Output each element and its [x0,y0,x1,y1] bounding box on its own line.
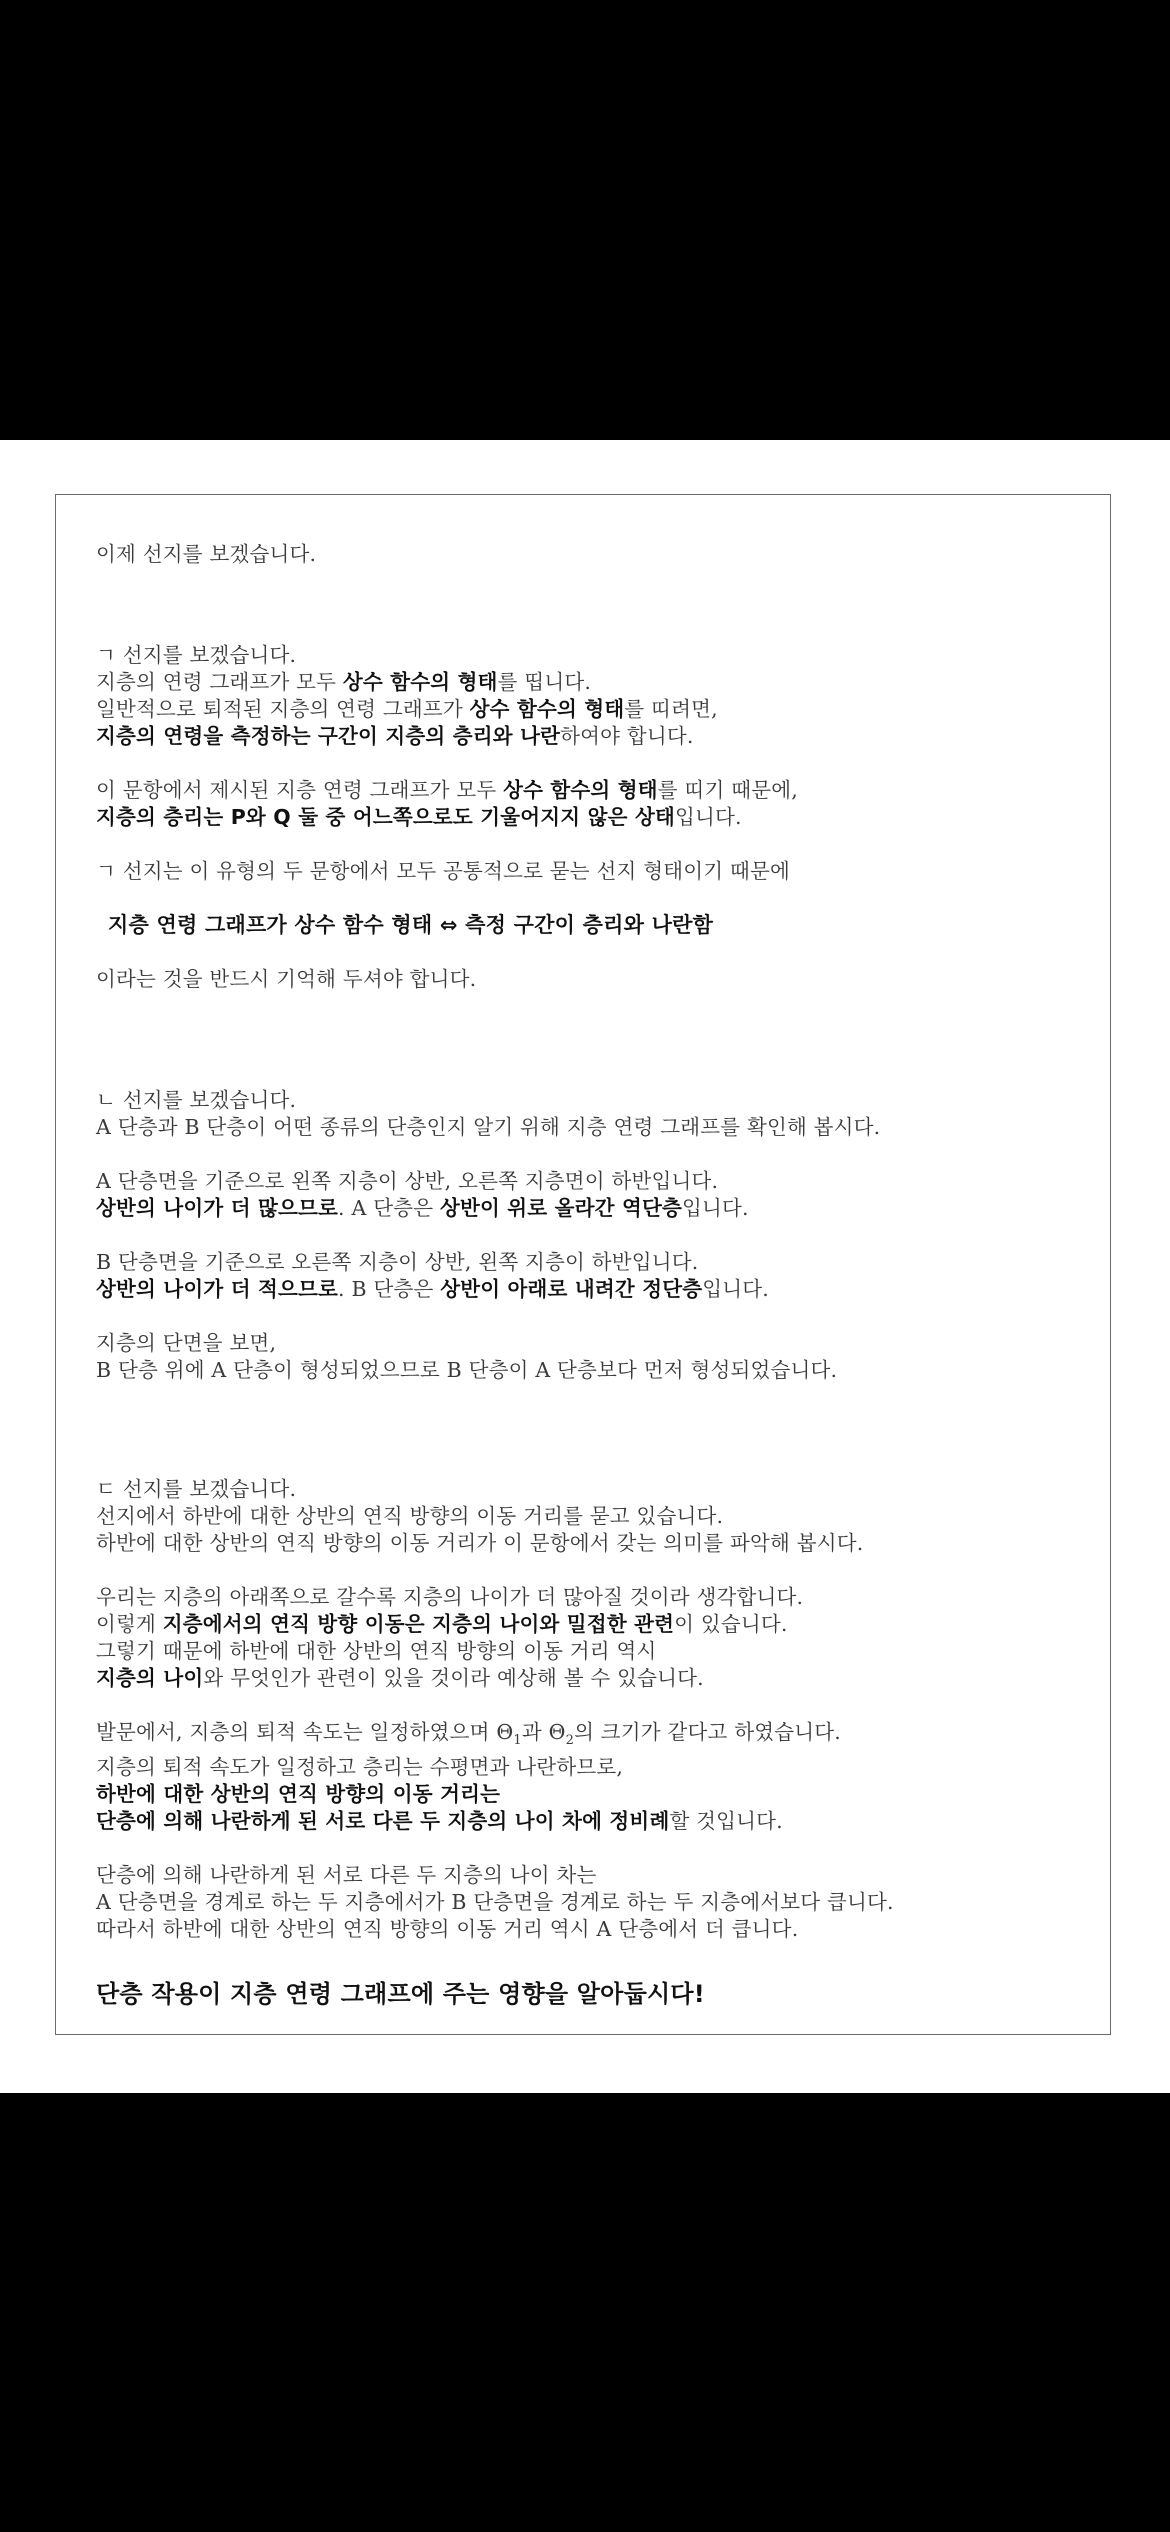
section-g-line-7: 이라는 것을 반드시 기억해 두셔야 합니다. [96,967,477,991]
section-n-line-3: 상반의 나이가 더 많으므로. A 단층은 상반이 위로 올라간 역단층입니다. [96,1196,749,1220]
section-d-line-10: 단층에 의해 나란하게 된 서로 다른 두 지층의 나이 차에 정비례할 것입니다. [96,1809,783,1834]
section-d-line-13: 따라서 하반에 대한 상반의 연직 방향의 이동 거리 역시 A 단층에서 더 큽니다. [96,1917,799,1942]
section-d-line-11: 단층에 의해 나란하게 된 서로 다른 두 지층의 나이 차는 [96,1863,597,1888]
section-d-line-8: 지층의 퇴적 속도가 일정하고 층리는 수평면과 나란하므로, [96,1755,624,1780]
section-n-heading: ㄴ 선지를 보겠습니다. [96,1088,297,1112]
section-n-line-4: B 단층면을 기준으로 오른쪽 지층이 상반, 왼쪽 지층이 하반입니다. [96,1250,699,1274]
section-d-line-3: 우리는 지층의 아래쪽으로 갈수록 지층의 나이가 더 많아질 것이라 생각합니다. [96,1585,804,1609]
section-n-line-7: B 단층 위에 A 단층이 형성되었으므로 B 단층이 A 단층보다 먼저 형성되었습니다. [96,1358,838,1382]
section-d-line-7: 발문에서, 지층의 퇴적 속도는 일정하였으며 $\Theta_1$과 $\Theta_2$의 크기가 같다고 하였습니다. [96,1720,841,1749]
section-d-line-2: 하반에 대한 상반의 연직 방향의 이동 거리가 이 문항에서 갖는 의미를 파악해 봅시다. [96,1531,864,1555]
section-g-heading: ㄱ 선지를 보겠습니다. [96,643,297,667]
section-d-line-9: 하반에 대한 상반의 연직 방향의 이동 거리는 [96,1782,501,1807]
section-n-line-1: A 단층과 B 단층이 어떤 종류의 단층인지 알기 위해 지층 연령 그래프를 확인해 봅시다. [96,1115,881,1139]
section-n-line-5: 상반의 나이가 더 적으므로. B 단층은 상반이 아래로 내려간 정단층입니다. [96,1277,769,1301]
section-g-line-2: 일반적으로 퇴적된 지층의 연령 그래프가 상수 함수의 형태를 띠려면, [96,697,718,721]
intro-text: 이제 선지를 보겠습니다. [96,542,317,566]
section-d-line-5: 그렇기 때문에 하반에 대한 상반의 연직 방향의 이동 거리 역시 [96,1639,657,1663]
section-g-key-statement: 지층 연령 그래프가 상수 함수 형태 ⇔ 측정 구간이 층리와 나란함 [108,913,714,937]
section-g-line-6: ㄱ 선지는 이 유형의 두 문항에서 모두 공통적으로 묻는 선지 형태이기 때문에 [96,859,790,883]
section-d-line-12: A 단층면을 경계로 하는 두 지층에서가 B 단층면을 경계로 하는 두 지층에서보다 큽니다. [96,1890,894,1915]
section-n-line-6: 지층의 단면을 보면, [96,1331,277,1355]
section-g-line-3: 지층의 연령을 측정하는 구간이 지층의 층리와 나란하여야 합니다. [96,724,694,748]
section-g-line-5: 지층의 층리는 P와 Q 둘 중 어느쪽으로도 기울어지지 않은 상태입니다. [96,805,742,829]
document-frame [55,494,1111,2035]
section-d-heading: ㄷ 선지를 보겠습니다. [96,1477,297,1501]
section-g-line-4: 이 문항에서 제시된 지층 연령 그래프가 모두 상수 함수의 형태를 띠기 때문에, [96,778,798,802]
section-n-line-2: A 단층면을 기준으로 왼쪽 지층이 상반, 오른쪽 지층면이 하반입니다. [96,1169,719,1193]
section-d-line-1: 선지에서 하반에 대한 상반의 연직 방향의 이동 거리를 묻고 있습니다. [96,1504,724,1528]
section-d-line-6: 지층의 나이와 무엇인가 관련이 있을 것이라 예상해 볼 수 있습니다. [96,1666,704,1690]
section-g-line-1: 지층의 연령 그래프가 모두 상수 함수의 형태를 띱니다. [96,670,592,694]
section-d-line-4: 이렇게 지층에서의 연직 방향 이동은 지층의 나이와 밀접한 관련이 있습니다. [96,1612,788,1636]
document-content [96,541,1096,2008]
closing-statement: 단층 작용이 지층 연령 그래프에 주는 영향을 알아둡시다! [96,1980,705,2009]
